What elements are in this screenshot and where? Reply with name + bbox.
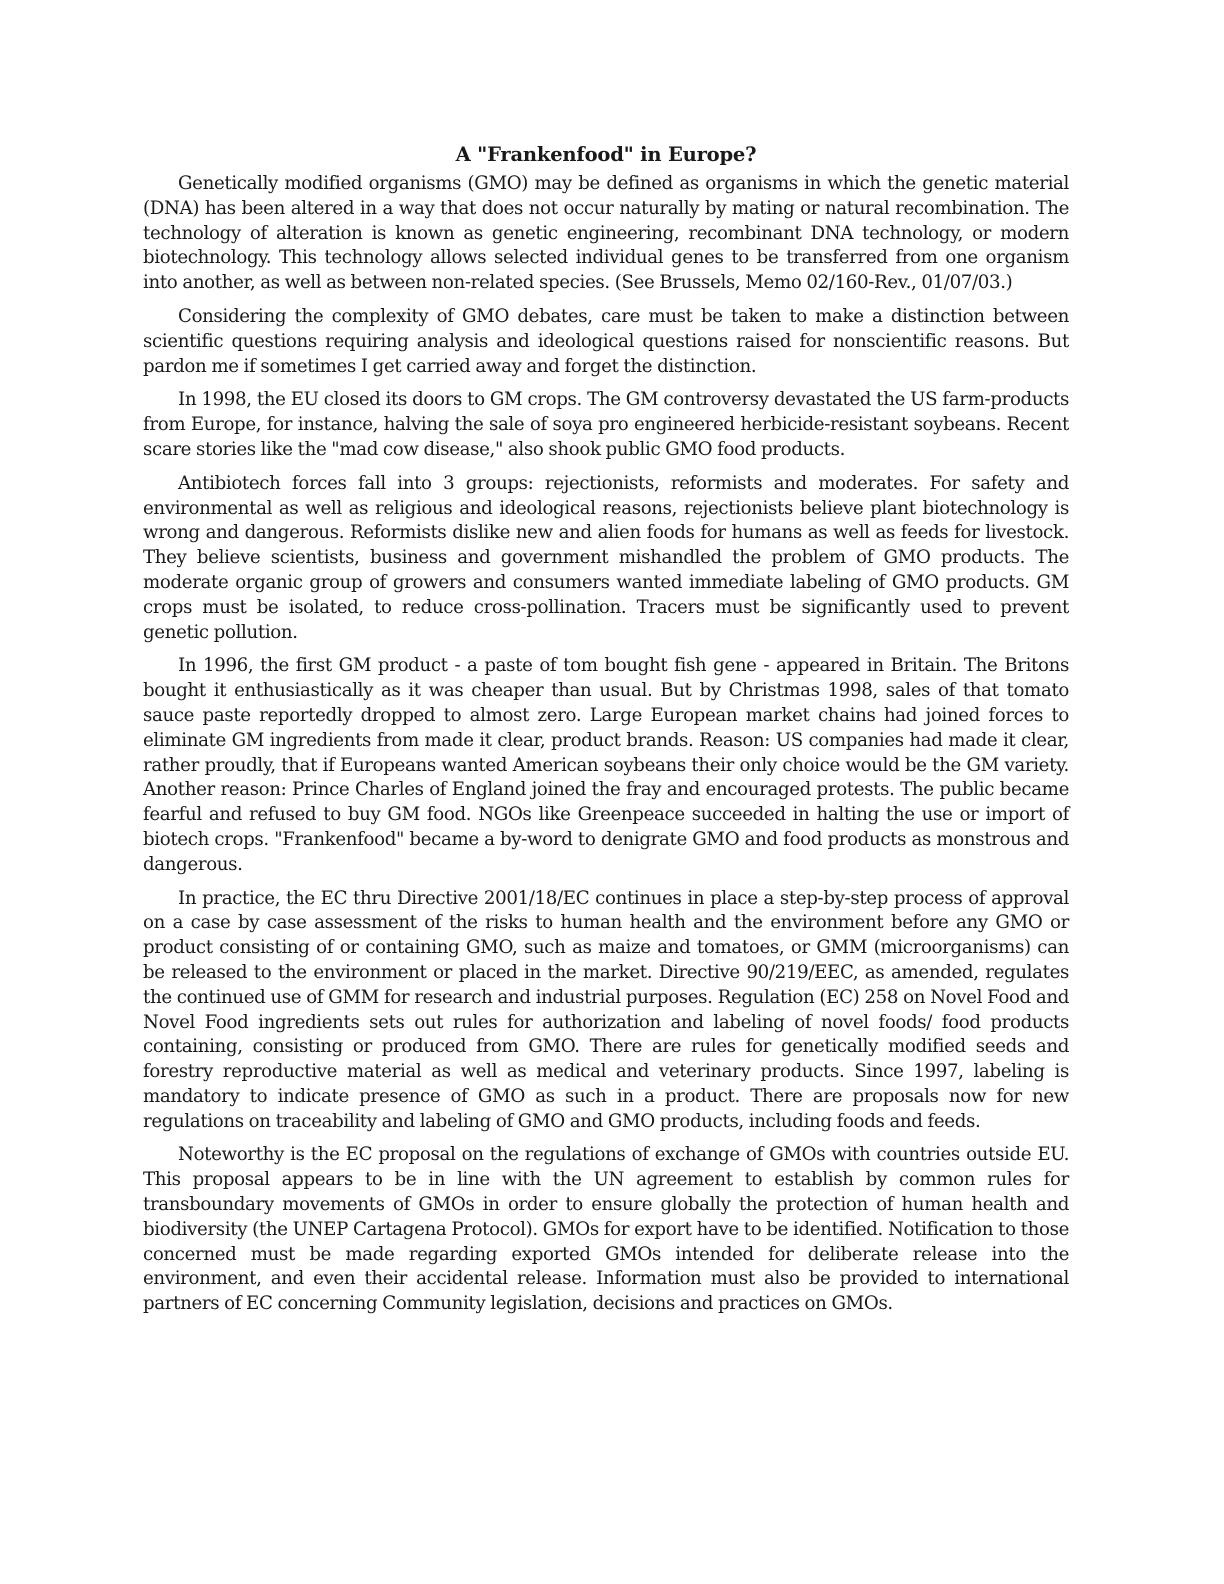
document-title: A "Frankenfood" in Europe? [455, 143, 757, 166]
document-page [143, 140, 1069, 1326]
paragraph-first-gm-product: In 1996, the first GM product - a paste of tom bought fish gene - appeared in Britain. The Britons bought it enthusiastically as it was cheaper than usual. But by Christmas 1998, sales of that tomato sauce paste reportedly dropped to almost zero. Large European market chains had joined forces to eliminate GM ingredients from made it clear, product brands. Reason: US companies had made it clear, rather proudly, that if Europeans wanted American soybeans their only choice would be the GM variety. Another reason: Prince Charles of England joined the fray and encouraged protests. The public became fearful and refused to buy GM food. NGOs like Greenpeace succeeded in halting the use or import of biotech crops. "Frankenfood" became a by-word to denigrate GMO and food products as monstrous and dangerous. [143, 655, 1069, 875]
paragraph-debate-complexity: Considering the complexity of GMO debates, care must be taken to make a distinction between scientific questions requiring analysis and ideological questions raised for nonscientific reasons. But pardon me if sometimes I get carried away and forget the distinction. [143, 305, 1069, 377]
paragraph-eu-closure: In 1998, the EU closed its doors to GM crops. The GM controversy devastated the US farm-products from Europe, for instance, halving the sale of soya pro engineered herbicide-resistant soybeans. Recent scare stories like the "mad cow disease," also shook public GMO food products. [143, 389, 1069, 460]
paragraph-gmo-definition: Genetically modified organisms (GMO) may be defined as organisms in which the genetic material (DNA) has been altered in a way that does not occur naturally by mating or natural recombination. The technology of alteration is known as genetic engineering, recombinant DNA technology, or modern biotechnology. This technology allows selected individual genes to be transferred from one organism into another, as well as between non-related species. (See Brussels, Memo 02/160-Rev., 01/07/03.) [143, 173, 1069, 294]
paragraph-antibiotech-forces: Antibiotech forces fall into 3 groups: rejectionists, reformists and moderates. For safety and environmental as well as religious and ideological reasons, rejectionists believe plant biotechnology is wrong and dangerous. Reformists dislike new and alien foods for humans as well as feeds for livestock. They believe scientists, business and government mishandled the problem of GMO products. The moderate organic group of growers and consumers wanted immediate labeling of GMO products. GM crops must be isolated, to reduce cross-pollination. Tracers must be significantly used to prevent genetic pollution. [143, 472, 1069, 643]
paragraph-ec-proposal: Noteworthy is the EC proposal on the regulations of exchange of GMOs with countries outside EU. This proposal appears to be in line with the UN agreement to establish by common rules for transboundary movements of GMOs in order to ensure globally the protection of human health and biodiversity (the UNEP Cartagena Protocol). GMOs for export have to be identified. Notification to those concerned must be made regarding exported GMOs intended for deliberate release into the environment, and even their accidental release. Information must also be provided to international partners of EC concerning Community legislation, decisions and practices on GMOs. [143, 1144, 1069, 1315]
paragraph-ec-directive: In practice, the EC thru Directive 2001/18/EC continues in place a step-by-step process of approval on a case by case assessment of the risks to human health and the environment before any GMO or product consisting of or containing GMO, such as maize and tomatoes, or GMM (microorganisms) can be released to the environment or placed in the market. Directive 90/219/EEC, as amended, regulates the continued use of GMM for research and industrial purposes. Regulation (EC) 258 on Novel Food and Novel Food ingredients sets out rules for authorization and labeling of novel foods/ food products containing, consisting or produced from GMO. There are rules for genetically modified seeds and forestry reproductive material as well as medical and veterinary products. Since 1997, labeling is mandatory to indicate presence of GMO as such in a product. There are proposals now for new regulations on traceability and labeling of GMO and GMO products, including foods and feeds. [143, 887, 1069, 1132]
